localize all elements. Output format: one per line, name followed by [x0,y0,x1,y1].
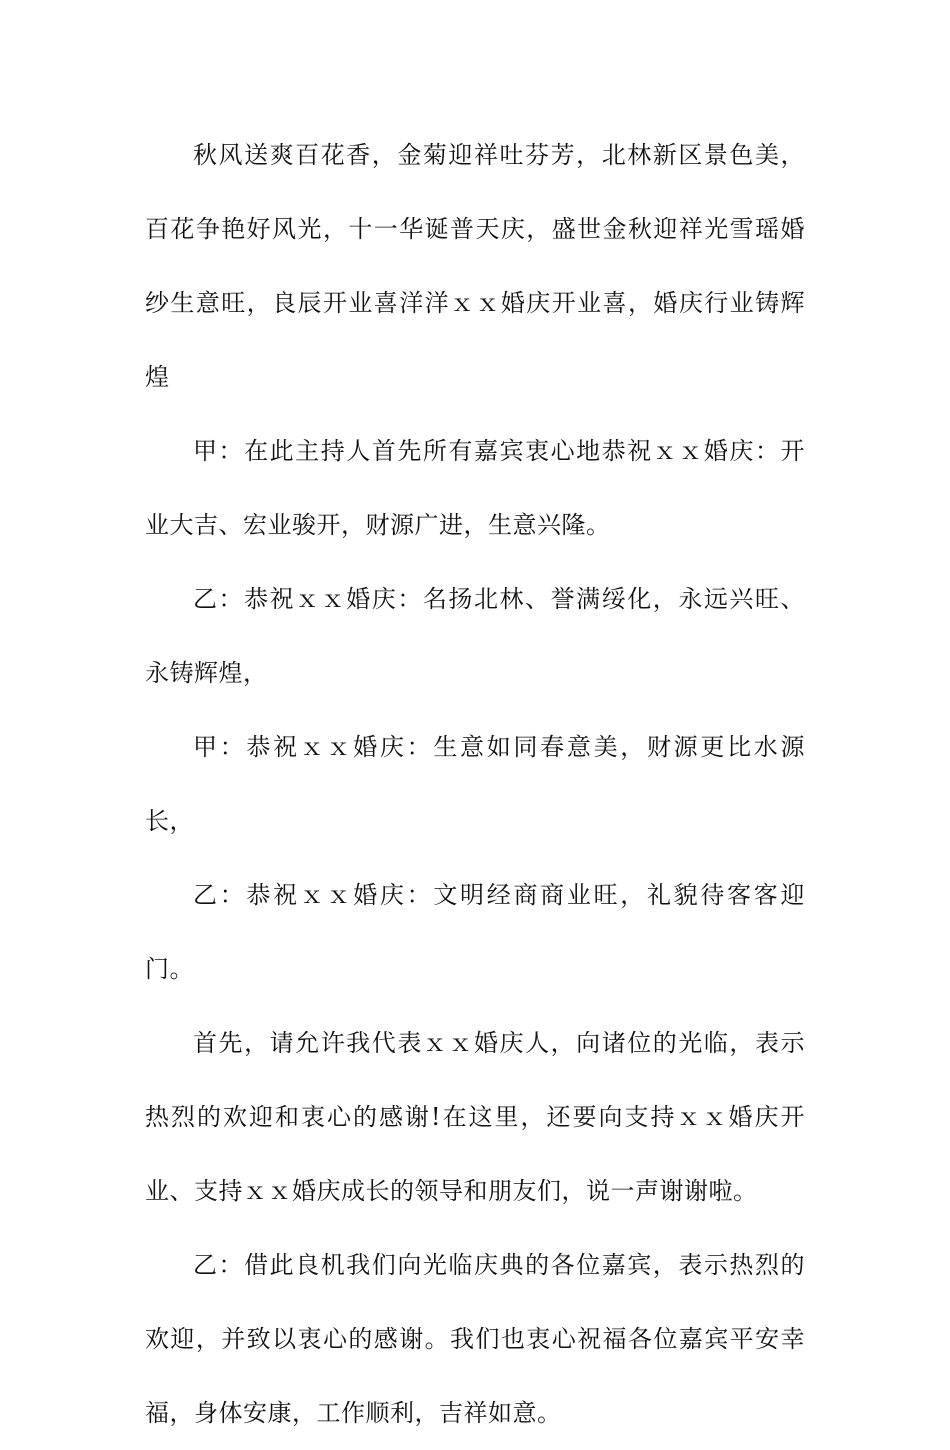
paragraph-welcome-thanks: 首先，请允许我代表ｘｘ婚庆人，向诸位的光临，表示热烈的欢迎和衷心的感谢!在这里，还要向支持ｘｘ婚庆开业、支持ｘｘ婚庆成长的领导和朋友们，说一声谢谢啦。 [145,1029,805,1205]
paragraph-opening-verse: 秋风送爽百花香，金菊迎祥吐芬芳，北林新区景色美，百花争艳好风光，十一华诞普天庆，盛世金秋迎祥光雪瑶婚纱生意旺，良辰开业喜洋洋ｘｘ婚庆开业喜，婚庆行业铸辉煌 [145,141,805,391]
paragraph-host-b-closing: 乙：借此良机我们向光临庆典的各位嘉宾，表示热烈的欢迎，并致以衷心的感谢。我们也衷心祝福各位嘉宾平安幸福，身体安康，工作顺利，吉祥如意。 [145,1251,805,1427]
paragraph-host-a-wishes: 甲：恭祝ｘｘ婚庆：生意如同春意美，财源更比水源长， [145,733,805,835]
paragraph-host-b-wishes: 乙：恭祝ｘｘ婚庆：文明经商商业旺，礼貌待客客迎门。 [145,881,805,983]
paragraph-host-a-congrats: 甲：在此主持人首先所有嘉宾衷心地恭祝ｘｘ婚庆：开业大吉、宏业骏开，财源广进，生意兴隆。 [145,437,805,539]
document-body [145,118,805,1450]
paragraph-host-b-congrats: 乙：恭祝ｘｘ婚庆：名扬北林、誉满绥化，永远兴旺、永铸辉煌， [145,585,805,687]
